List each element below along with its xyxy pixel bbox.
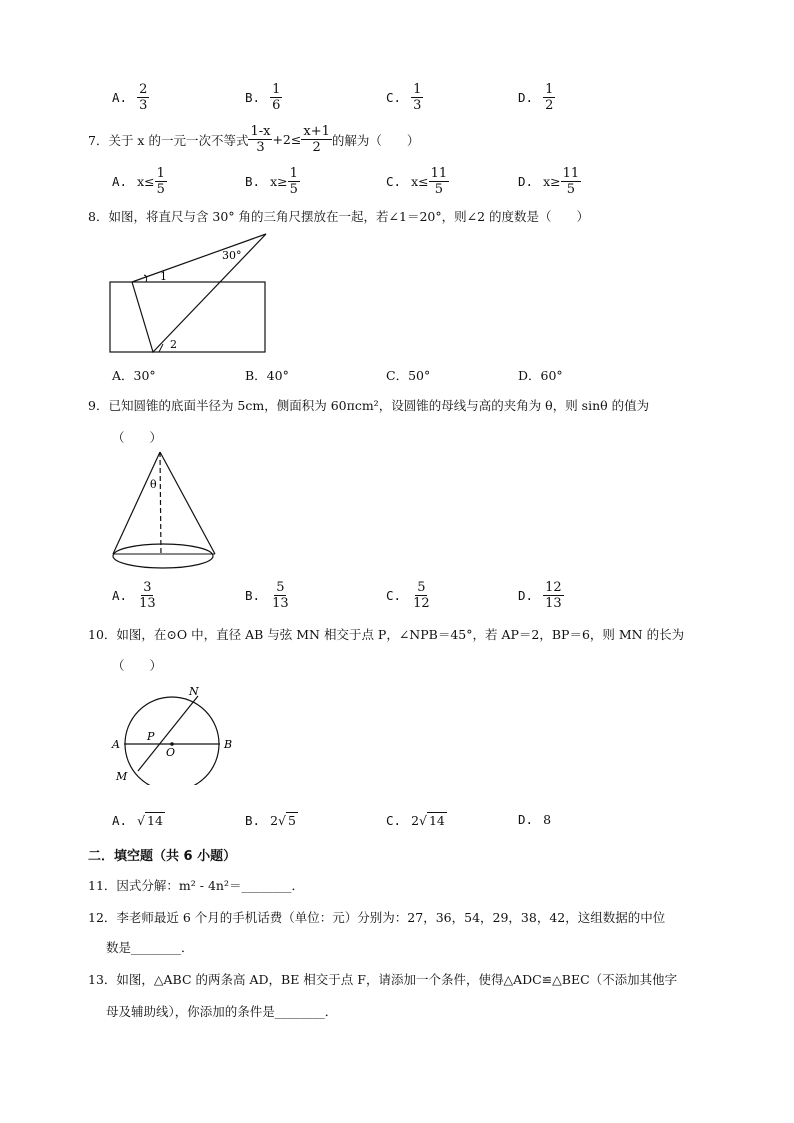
fraction: $\frac{1}{3}$ bbox=[413, 82, 422, 113]
section-heading: 二．填空题（共 6 小题） bbox=[88, 849, 237, 864]
q6-option-a: A. $\frac{2}{3}$ bbox=[112, 82, 148, 113]
q9-option-c: C. $\frac{5}{12}$ bbox=[386, 580, 430, 611]
fraction: $\frac{1-x}{3}$ bbox=[250, 124, 271, 155]
fraction: $\frac{1}{5}$ bbox=[289, 166, 298, 197]
q10-option-c: C. 2 √ 14 bbox=[386, 812, 445, 828]
q9-cone-figure bbox=[105, 446, 225, 576]
q10-circle-figure bbox=[106, 683, 241, 785]
q9-paren: （ ） bbox=[112, 430, 163, 445]
angle-1-label: 1 bbox=[160, 270, 167, 283]
fraction: $\frac{5}{12}$ bbox=[413, 580, 430, 611]
fraction: $\frac{2}{3}$ bbox=[139, 82, 148, 113]
sqrt-sign: √ bbox=[419, 812, 427, 828]
q8-option-a: A．30° bbox=[112, 368, 156, 383]
triangle-ruler bbox=[132, 234, 266, 352]
label-a: A bbox=[112, 738, 120, 751]
theta-label: θ bbox=[150, 478, 157, 491]
q10-paren: （ ） bbox=[112, 658, 163, 673]
label-n: N bbox=[189, 685, 199, 698]
q6-option-c: C. $\frac{1}{3}$ bbox=[386, 82, 422, 113]
q7-option-a: A. x≤ $\frac{1}{5}$ bbox=[112, 166, 165, 197]
fraction: $\frac{11}{5}$ bbox=[562, 166, 580, 197]
fraction: $\frac{1}{6}$ bbox=[272, 82, 281, 113]
fraction: $\frac{1}{5}$ bbox=[156, 166, 165, 197]
sqrt-sign: √ bbox=[137, 812, 146, 828]
label-p: P bbox=[147, 730, 155, 743]
q9-option-d: D. $\frac{12}{13}$ bbox=[518, 580, 562, 611]
q10-option-d: D. 8 bbox=[518, 812, 552, 827]
ruler-rect bbox=[110, 282, 265, 352]
sqrt-sign: √ bbox=[278, 812, 286, 828]
q8-option-c: C．50° bbox=[386, 368, 431, 383]
q10-stem: 10．如图，在⊙O 中，直径 AB 与弦 MN 相交于点 P，∠NPB＝45°，若 AP＝2，BP＝6，则 MN 的长为 bbox=[88, 627, 685, 642]
q8-option-b: B．40° bbox=[245, 368, 289, 383]
fraction: $\frac{5}{13}$ bbox=[272, 580, 289, 611]
label-o: O bbox=[166, 746, 176, 759]
q13-stem-line1: 13．如图，△ABC 的两条高 AD，BE 相交于点 F，请添加一个条件，使得△ADC≌△BEC（不添加其他字 bbox=[88, 972, 678, 987]
q11-stem: 11．因式分解：m² - 4n²＝________． bbox=[88, 878, 304, 893]
label-b: B bbox=[224, 738, 233, 751]
fraction: $\frac{1}{2}$ bbox=[545, 82, 554, 113]
q6-option-d: D. $\frac{1}{2}$ bbox=[518, 82, 554, 113]
fraction: $\frac{11}{5}$ bbox=[430, 166, 448, 197]
q7-option-b: B. x≥ $\frac{1}{5}$ bbox=[245, 166, 298, 197]
q6-option-b: B. $\frac{1}{6}$ bbox=[245, 82, 281, 113]
q7-option-d: D. x≥ $\frac{11}{5}$ bbox=[518, 166, 580, 197]
q12-stem-line2: 数是________． bbox=[106, 940, 194, 955]
angle-1-arc bbox=[144, 275, 147, 282]
q13-stem-line2: 母及辅助线），你添加的条件是________． bbox=[106, 1004, 338, 1019]
fraction: $\frac{12}{13}$ bbox=[545, 580, 562, 611]
angle-30-label: 30° bbox=[222, 249, 242, 262]
angle-2-label: 2 bbox=[170, 338, 177, 351]
q9-option-b: B. $\frac{5}{13}$ bbox=[245, 580, 289, 611]
circle-o bbox=[125, 697, 219, 785]
cone-height bbox=[160, 452, 161, 556]
q12-stem-line1: 12．李老师最近 6 个月的手机话费（单位：元）分别为：27，36，54，29，38，42，这组数据的中位 bbox=[88, 910, 666, 925]
cone-base bbox=[113, 544, 213, 568]
q7-option-c: C. x≤ $\frac{11}{5}$ bbox=[386, 166, 448, 197]
fraction: $\frac{3}{13}$ bbox=[139, 580, 156, 611]
q9-stem: 9．已知圆锥的底面半径为 5cm，侧面积为 60πcm²，设圆锥的母线与高的夹角为 θ，则 sinθ 的值为 bbox=[88, 398, 650, 413]
q8-stem: 8．如图，将直尺与含 30° 角的三角尺摆放在一起，若∠1＝20°，则∠2 的度数是（ ） bbox=[88, 209, 590, 224]
label-m: M bbox=[116, 770, 128, 783]
q10-option-a: A. √ 14 bbox=[112, 812, 163, 828]
q10-option-b: B. 2 √ 5 bbox=[245, 812, 296, 828]
q8-option-d: D．60° bbox=[518, 368, 563, 383]
q8-figure bbox=[100, 228, 275, 356]
cone-right-edge bbox=[160, 452, 215, 554]
cone-left-edge bbox=[113, 452, 160, 554]
fraction: $\frac{x+1}{2}$ bbox=[303, 124, 330, 155]
q7-stem: 7．关于 x 的一元一次不等式 $\frac{1-x}{3}$ +2≤ $\frac{x+1}{2}$ 的解为（ ） bbox=[88, 124, 420, 155]
q9-option-a: A. $\frac{3}{13}$ bbox=[112, 580, 156, 611]
